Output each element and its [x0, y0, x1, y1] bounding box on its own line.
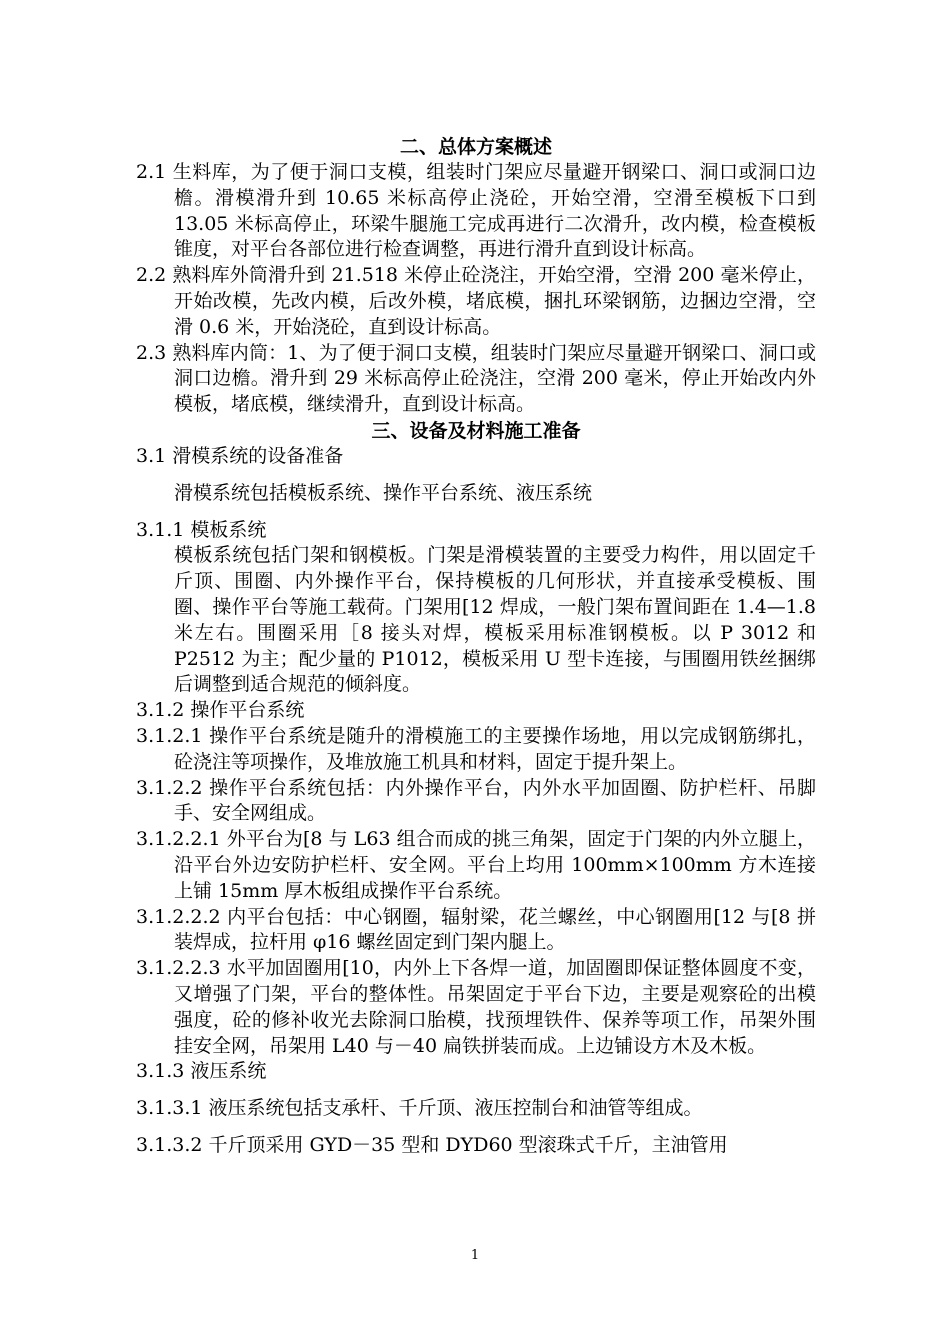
paragraph-3-1-1-body: 模板系统包括门架和钢模板。门架是滑模装置的主要受力构件，用以固定千斤顶、围圈、内外操作平台，保持模板的几何形状，并直接承受模板、围圈、操作平台等施工载荷。门架用[12 焊成，一般门架布置间距在 1.4—1.8 米左右。围圈采用［8 接头对焊，模板采用标准钢模板。以 P 3012 和 P2512 为主；配少量的 P1012，模板采用 U 型卡连接，与围圈用铁丝捆绑后调整到适合规范的倾斜度。	[174, 544, 816, 696]
paragraph-3-1-3-title: 3.1.3 液压系统	[136, 1060, 267, 1083]
paragraph-3-1-1-title: 3.1.1 模板系统	[136, 518, 267, 541]
paragraph-3-1-2-2-1: 3.1.2.2.1 外平台为[8 与 L63 组合而成的挑三角架，固定于门架的内外立腿上，沿平台外边安防护栏杆、安全网。平台上均用 100mm×100mm 方木连接上铺 15mm 厚木板组成操作平台系统。	[136, 828, 816, 902]
paragraph-3-1-2-1: 3.1.2.1 操作平台系统是随升的滑模施工的主要操作场地，用以完成钢筋绑扎，砼浇注等项操作，及堆放施工机具和材料，固定于提升架上。	[136, 724, 816, 773]
paragraph-3-1-3-1: 3.1.3.1 液压系统包括支承杆、千斤顶、液压控制台和油管等组成。	[136, 1097, 703, 1120]
paragraph-3-1-2-2-2: 3.1.2.2.2 内平台包括：中心钢圈，辐射梁，花兰螺丝，中心钢圈用[12 与[8 拼装焊成，拉杆用 φ16 螺丝固定到门架内腿上。	[136, 905, 816, 954]
section-heading-equipment: 三、设备及材料施工准备	[371, 419, 581, 442]
paragraph-3-1-2-2: 3.1.2.2 操作平台系统包括：内外操作平台，内外水平加固圈、防护栏杆、吊脚手、安全网组成。	[136, 776, 816, 825]
paragraph-3-1-summary: 滑模系统包括模板系统、操作平台系统、液压系统	[174, 481, 593, 504]
paragraph-2-1: 2.1 生料库，为了便于洞口支模，组装时门架应尽量避开钢梁口、洞口或洞口边檐。滑模滑升到 10.65 米标高停止浇砼，开始空滑，空滑至模板下口到 13.05 米标高停止，环梁牛腿施工完成再进行二次滑升，改内模，检查模板锥度，对平台各部位进行检查调整，再进行滑升直到设计标高。	[136, 161, 816, 261]
paragraph-3-1: 3.1 滑模系统的设备准备	[136, 444, 344, 467]
page-number: 1	[470, 1248, 480, 1263]
paragraph-2-2: 2.2 熟料库外筒滑升到 21.518 米停止砼浇注，开始空滑，空滑 200 毫米停止，开始改模，先改内模，后改外模，堵底模，捆扎环梁钢筋，边捆边空滑，空滑 0.6 米，开始浇砼，直到设计标高。	[136, 264, 816, 338]
paragraph-3-1-3-2: 3.1.3.2 千斤顶采用 GYD－35 型和 DYD60 型滚珠式千斤，主油管用	[136, 1133, 728, 1156]
paragraph-2-3: 2.3 熟料库内筒：1、为了便于洞口支模，组装时门架应尽量避开钢梁口、洞口或洞口边檐。滑升到 29 米标高停止砼浇注，空滑 200 毫米，停止开始改内外模板，堵底模，继续滑升，直到设计标高。	[136, 341, 816, 416]
paragraph-3-1-2-title: 3.1.2 操作平台系统	[136, 699, 305, 722]
section-heading-overview: 二、总体方案概述	[399, 136, 552, 158]
paragraph-3-1-2-2-3: 3.1.2.2.3 水平加固圈用[10，内外上下各焊一道，加固圈即保证整体圆度不变，又增强了门架，平台的整体性。吊架固定于平台下边，主要是观察砼的出模强度，砼的修补收光去除洞口胎模，找预埋铁件、保养等项工作，吊架外围挂安全网，吊架用 L40 与－40 扁铁拼装而成。上边铺设方木及木板。	[136, 957, 816, 1057]
page-content	[136, 134, 816, 1159]
